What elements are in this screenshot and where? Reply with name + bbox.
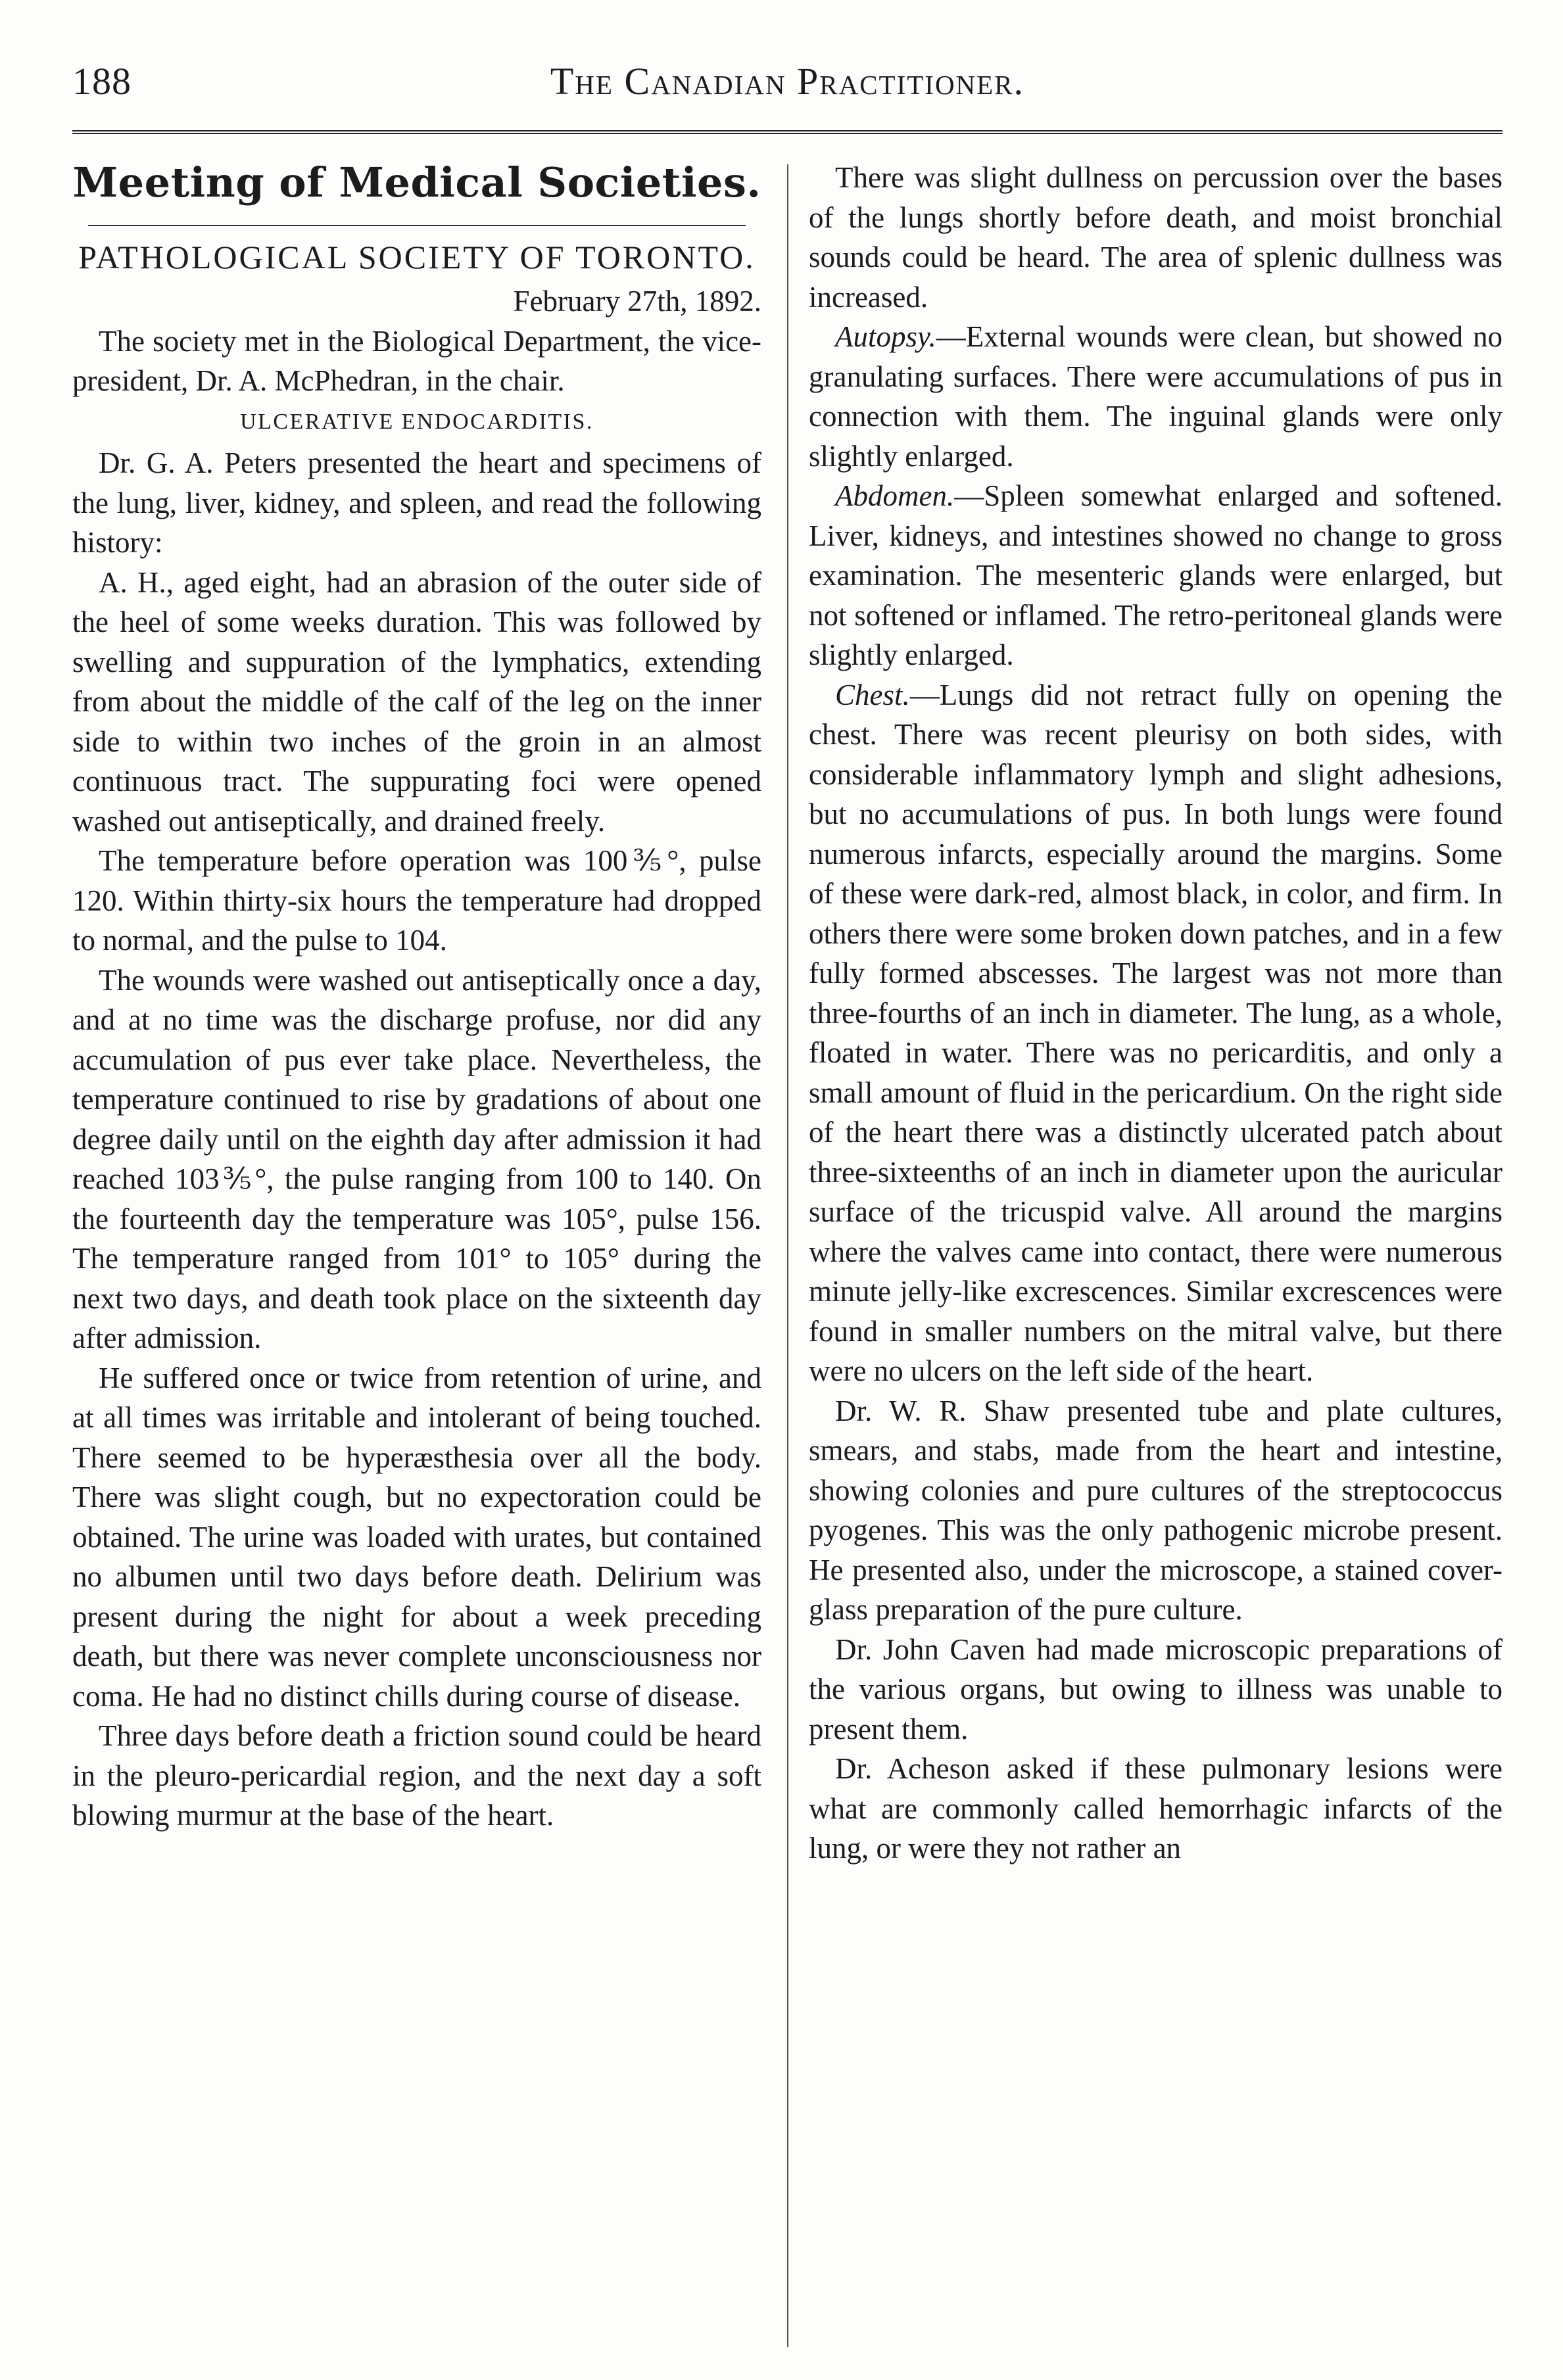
section-title: Meeting of Medical Societies. [72, 158, 761, 206]
running-head [72, 59, 1503, 112]
page-number: 188 [72, 60, 132, 103]
right-paragraph-6: Dr. John Caven had made microscopic preparations of the various organs, but owing to illness was unable to present them. [809, 1632, 1503, 1746]
abdomen-lead: Abdomen. [835, 479, 955, 512]
right-paragraph-1: There was slight dullness on percussion over the bases of the lungs shortly before death, and moist bronchial sounds could be heard. The area of splenic dullness was increased. [809, 161, 1503, 314]
left-paragraph-1: Dr. G. A. Peters presented the heart and specimens of the lung, liver, kidney, and spleen, and read the following history: [72, 446, 761, 559]
autopsy-paragraph [809, 317, 1503, 476]
abdomen-paragraph [809, 476, 1503, 675]
chest-paragraph [809, 675, 1503, 1391]
journal-page [72, 59, 1503, 1865]
two-column-body [72, 158, 1503, 1868]
right-column [809, 158, 1503, 1868]
chest-text: —Lungs did not retract fully on opening the chest. There was recent pleurisy on both sides, with considerable inflammatory lymph and slight adhesions, but no accumulations of pus. In both lungs were found numerous infarcts, especially around the margins. Some of these were dark-red, almost black, in color, and firm. In others there were some broken down patches, and in a few fully formed abscesses. The largest was not more than three-fourths of an inch in diameter. The lung, as a whole, floated in water. There was no pericarditis, and only a small amount of fluid in the pericardium. On the right side of the heart there was a distinctly ulcerated patch about three-sixteenths of an inch in diameter upon the auricular surface of the tricuspid valve. All around the margins where the valves came into contact, there were numerous minute jelly-like excrescences. Similar excrescences were found in smaller numbers on the mitral valve, but there were no ulcers on the left side of the heart. [809, 678, 1503, 1387]
left-column [72, 158, 761, 1868]
header-rule [72, 130, 1503, 134]
right-paragraph-7: Dr. Acheson asked if these pulmonary lesions were what are commonly called hemorrhagic infarcts of the lung, or were they not rather an [809, 1752, 1503, 1865]
intro-paragraph: The society met in the Biological Department, the vice-president, Dr. A. McPhedran, in the chair. [72, 324, 761, 397]
right-paragraph-5: Dr. W. R. Shaw presented tube and plate cultures, smears, and stabs, made from the heart and intestine, showing colonies and pure cultures of the streptococcus pyogenes. This was the only pathogenic microbe present. He presented also, under the microscope, a stained cover-glass preparation of the pure culture. [809, 1394, 1503, 1626]
left-paragraph-3: The temperature before operation was 100⅗°, pulse 120. Within thirty-six hours the temperature had dropped to normal, and the pulse to 104. [72, 844, 761, 957]
autopsy-text: —External wounds were clean, but showed no granulating surfaces. There were accumulations of pus in connection with them. The inguinal glands were only slightly enlarged. [809, 320, 1503, 473]
left-paragraph-4: The wounds were washed out antiseptically once a day, and at no time was the discharge profuse, nor did any accumulation of pus ever take place. Nevertheless, the temperature continued to rise by gradations of about one degree daily until on the eighth day after admission it had reached 103⅗°, the pulse ranging from 100 to 140. On the fourteenth day the temperature was 105°, pulse 156. The temperature ranged from 101° to 105° during the next two days, and death took place on the sixteenth day after admission. [72, 963, 761, 1354]
left-paragraph-2: A. H., aged eight, had an abrasion of the outer side of the heel of some weeks duration. This was followed by swelling and suppuration of the lymphatics, extending from about the middle of the calf of the leg on the inner side to within two inches of the groin in an almost continuous tract. The suppurating foci were opened washed out antiseptically, and drained freely. [72, 565, 761, 838]
column-divider [787, 164, 788, 2347]
journal-title: The Canadian Practitioner. [550, 60, 1025, 103]
case-subheading: ULCERATIVE ENDOCARDITIS. [240, 409, 594, 434]
chest-lead: Chest. [835, 678, 910, 711]
left-paragraph-5: He suffered once or twice from retention of urine, and at all times was irritable and intolerant of being touched. There seemed to be hyperæsthesia over all the body. There was slight cough, but no expectoration could be obtained. The urine was loaded with urates, but contained no albumen until two days before death. Delirium was present during the night for about a week preceding death, but there was never complete unconsciousness nor coma. He had no distinct chills during course of disease. [72, 1361, 761, 1713]
meeting-date: February 27th, 1892. [513, 285, 761, 318]
abdomen-text: —Spleen somewhat enlarged and softened. Liver, kidneys, and intestines showed no change to gross examination. The mesenteric glands were enlarged, but not softened or inflamed. The retro-peritoneal glands were slightly enlarged. [809, 479, 1503, 671]
section-rule [88, 225, 746, 226]
society-heading: PATHOLOGICAL SOCIETY OF TORONTO. [78, 239, 756, 275]
left-paragraph-6: Three days before death a friction sound could be heard in the pleuro-pericardial region, and the next day a soft blowing murmur at the base of the heart. [72, 1719, 761, 1832]
autopsy-lead: Autopsy. [835, 320, 936, 353]
